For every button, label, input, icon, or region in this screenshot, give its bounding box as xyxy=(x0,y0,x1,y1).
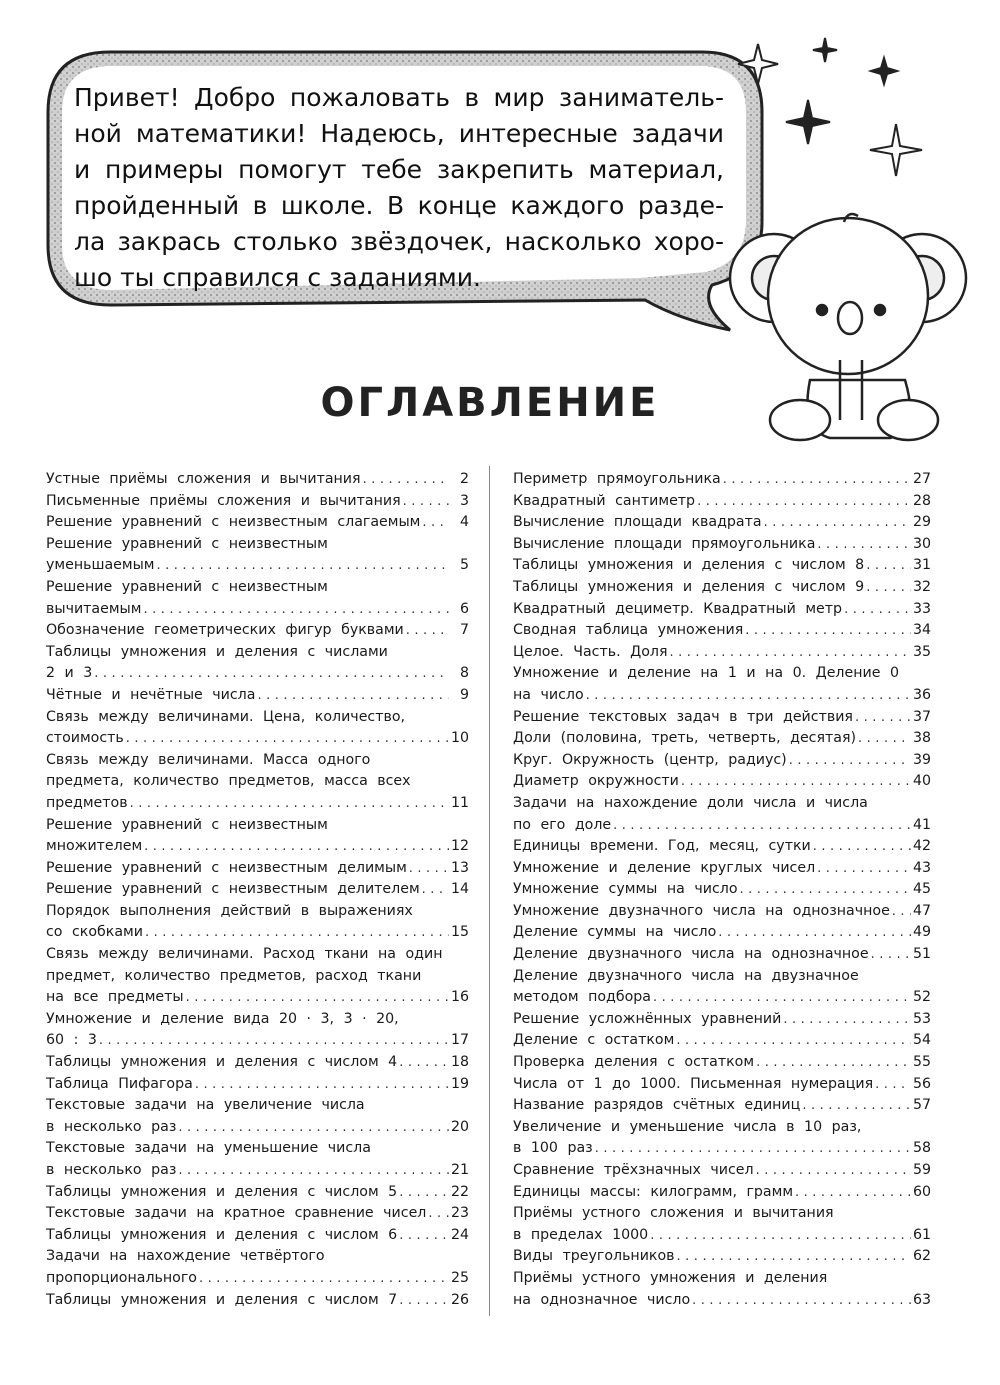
toc-entry-title: Текстовые задачи на кратное сравнение чисел xyxy=(46,1205,427,1222)
toc-dot-leader xyxy=(363,469,449,491)
toc-page-number: 55 xyxy=(912,1054,931,1071)
toc-entry xyxy=(513,685,931,707)
toc-entry xyxy=(513,944,931,966)
toc-page-number: 33 xyxy=(912,600,931,617)
toc-entry xyxy=(513,1182,931,1204)
toc-dot-leader xyxy=(844,599,911,621)
toc-dot-leader xyxy=(764,512,911,534)
toc-dot-leader xyxy=(145,922,449,944)
toc-dot-leader xyxy=(399,1182,449,1204)
toc-dot-leader xyxy=(595,1138,911,1160)
toc-entry xyxy=(513,728,931,750)
toc-dot-leader xyxy=(745,620,911,642)
toc-page-number: 13 xyxy=(450,859,469,876)
toc-page-number: 19 xyxy=(450,1075,469,1092)
toc-page-number: 18 xyxy=(450,1054,469,1071)
toc-dot-leader xyxy=(613,815,911,837)
toc-page-number: 54 xyxy=(912,1032,931,1049)
toc-entry-title: Таблицы умножения и деления с числами xyxy=(46,643,388,660)
toc-entry xyxy=(513,512,931,534)
toc-entry xyxy=(513,922,931,944)
page-title: ОГЛАВЛЕНИЕ xyxy=(320,380,660,426)
toc-entry-title: 60 : 3 xyxy=(46,1032,97,1049)
toc-entry xyxy=(46,966,469,988)
toc-dot-leader xyxy=(178,1160,449,1182)
toc-entry-title: Чётные и нечётные числа xyxy=(46,686,256,703)
toc-entry-title: Единицы времени. Год, месяц, сутки xyxy=(513,838,811,855)
toc-dot-leader xyxy=(143,599,449,621)
toc-entry xyxy=(513,1030,931,1052)
toc-dot-leader xyxy=(422,512,449,534)
toc-page-number: 27 xyxy=(912,471,931,487)
intro-line: шо ты справился с заданиями. xyxy=(74,263,481,292)
toc-entry-title: Решение уравнений с неизвестным делителем xyxy=(46,881,420,898)
intro-line: ной математики! Надеюсь, интересные задачи xyxy=(74,119,724,148)
toc-page-number: 3 xyxy=(459,492,469,509)
toc-page-number: 41 xyxy=(912,816,931,833)
toc-dot-leader xyxy=(406,620,449,642)
toc-entry-title: пропорционального xyxy=(46,1269,197,1286)
toc-entry xyxy=(46,879,469,901)
toc-entry-title: Таблицы умножения и деления с числом 8 xyxy=(513,557,865,574)
toc-entry xyxy=(46,1074,469,1096)
toc-entry-title: Название разрядов счётных единиц xyxy=(513,1097,801,1114)
toc-entry xyxy=(513,599,931,621)
toc-page-number: 40 xyxy=(912,773,931,790)
toc-page-number: 10 xyxy=(450,730,469,747)
toc-entry-title: предметов xyxy=(46,794,128,811)
toc-dot-leader xyxy=(130,793,449,815)
toc-page-number: 12 xyxy=(450,838,469,855)
toc-entry xyxy=(46,1160,469,1182)
toc-page-number: 16 xyxy=(450,989,469,1006)
toc-entry xyxy=(46,469,469,491)
column-divider xyxy=(489,466,490,1316)
toc-dot-leader xyxy=(866,577,911,599)
toc-entry xyxy=(46,1203,469,1225)
toc-entry xyxy=(513,1095,931,1117)
toc-dot-leader xyxy=(681,771,911,793)
toc-dot-leader xyxy=(875,1074,911,1096)
toc-entry-title: Круг. Окружность (центр, радиус) xyxy=(513,751,787,768)
toc-entry-title: Диаметр окружности xyxy=(513,773,679,790)
toc-entry-title: Таблицы умножения и деления с числом 6 xyxy=(46,1226,398,1243)
toc-entry-title: Деление с остатком xyxy=(513,1032,675,1049)
toc-dot-leader xyxy=(422,879,449,901)
toc-entry xyxy=(46,1290,469,1312)
toc-entry xyxy=(513,469,931,491)
toc-page-number: 17 xyxy=(450,1032,469,1049)
toc-dot-leader xyxy=(756,1160,911,1182)
toc-dot-leader xyxy=(817,534,911,556)
toc-page-number: 7 xyxy=(459,622,469,639)
toc-entry-title: Вычисление площади прямоугольника xyxy=(513,535,816,552)
toc-page-number: 9 xyxy=(459,686,469,703)
toc-dot-leader xyxy=(399,1225,449,1247)
toc-dot-leader xyxy=(195,1074,449,1096)
toc-entry xyxy=(513,858,931,880)
toc-dot-leader xyxy=(871,944,911,966)
toc-page-number: 59 xyxy=(912,1162,931,1178)
toc-entry xyxy=(513,491,931,513)
toc-entry xyxy=(513,836,931,858)
toc-entry-title: Решение усложнённых уравнений xyxy=(513,1010,782,1027)
toc-left-column xyxy=(46,469,469,1311)
toc-page-number: 23 xyxy=(450,1205,469,1222)
toc-dot-leader xyxy=(144,836,449,858)
toc-entry-title: со скобками xyxy=(46,924,143,941)
toc-dot-leader xyxy=(403,491,449,513)
toc-entry xyxy=(46,1095,469,1117)
toc-dot-leader xyxy=(399,1290,449,1312)
toc-entry-title: Виды треугольников xyxy=(513,1248,675,1265)
toc-entry-title: Связь между величинами. Расход ткани на один xyxy=(46,946,443,963)
toc-dot-leader xyxy=(892,901,911,923)
toc-entry xyxy=(46,1138,469,1160)
toc-entry xyxy=(46,1268,469,1290)
toc-page-number: 22 xyxy=(450,1183,469,1200)
toc-dot-leader xyxy=(99,1030,449,1052)
toc-entry xyxy=(513,793,931,815)
toc-dot-leader xyxy=(428,1203,449,1225)
toc-entry xyxy=(46,599,469,621)
toc-entry xyxy=(46,1225,469,1247)
toc-dot-leader xyxy=(126,728,449,750)
toc-entry-title: Обозначение геометрических фигур буквами xyxy=(46,622,404,639)
toc-entry-title: предмета, количество предметов, масса всех xyxy=(46,773,411,790)
toc-entry-title: Задачи на нахождение доли числа и числа xyxy=(513,794,868,811)
toc-entry-title: 2 и 3 xyxy=(46,665,93,682)
toc-page-number: 52 xyxy=(912,989,931,1006)
toc-page-number: 20 xyxy=(450,1118,469,1135)
toc-entry-title: Периметр прямоугольника xyxy=(513,471,721,487)
toc-page-number: 2 xyxy=(459,471,469,487)
toc-page-number: 14 xyxy=(450,881,469,898)
toc-entry xyxy=(46,685,469,707)
toc-entry-title: Устные приёмы сложения и вычитания xyxy=(46,471,361,487)
toc-entry-title: Целое. Часть. Доля xyxy=(513,643,668,660)
toc-page-number: 15 xyxy=(450,924,469,941)
toc-entry-title: Умножение двузначного числа на однозначное xyxy=(513,902,890,919)
toc-page-number: 21 xyxy=(450,1162,469,1178)
toc-entry xyxy=(46,555,469,577)
toc-entry xyxy=(513,1268,931,1290)
toc-entry-title: Деление суммы на число xyxy=(513,924,717,941)
toc-page-number: 49 xyxy=(912,924,931,941)
toc-entry xyxy=(46,836,469,858)
toc-entry-title: по его доле xyxy=(513,816,612,833)
toc-entry-title: Таблицы умножения и деления с числом 7 xyxy=(46,1291,398,1308)
toc-entry-title: Деление двузначного числа на однозначное xyxy=(513,946,869,963)
toc-page-number: 63 xyxy=(912,1291,931,1308)
toc-entry xyxy=(46,771,469,793)
intro-line: пройденный в школе. В конце каждого разде- xyxy=(74,191,724,220)
toc-dot-leader xyxy=(817,858,911,880)
toc-entry xyxy=(513,750,931,772)
toc-entry-title: Связь между величинами. Масса одного xyxy=(46,751,371,768)
toc-entry-title: Доли (половина, треть, четверть, десятая) xyxy=(513,730,857,747)
toc-page-number: 58 xyxy=(912,1140,931,1157)
toc-page-number: 32 xyxy=(912,578,931,595)
toc-entry xyxy=(46,620,469,642)
toc-dot-leader xyxy=(156,555,449,577)
toc-entry-title: Проверка деления с остатком xyxy=(513,1054,755,1071)
toc-entry-title: Квадратный сантиметр xyxy=(513,492,696,509)
toc-entry-title: уменьшаемым xyxy=(46,557,155,574)
toc-right-column xyxy=(513,469,931,1311)
toc-entry-title: на все предметы xyxy=(46,989,184,1006)
toc-page-number: 30 xyxy=(912,535,931,552)
toc-entry xyxy=(46,987,469,1009)
toc-entry xyxy=(513,1160,931,1182)
toc-page-number: 61 xyxy=(912,1226,931,1243)
toc-page-number: 29 xyxy=(912,514,931,531)
toc-dot-leader xyxy=(650,1225,911,1247)
toc-entry xyxy=(513,555,931,577)
toc-entry-title: Увеличение и уменьшение числа в 10 раз, xyxy=(513,1118,862,1135)
toc-dot-leader xyxy=(199,1268,449,1290)
toc-entry xyxy=(46,815,469,837)
toc-entry xyxy=(46,901,469,923)
toc-entry xyxy=(513,1009,931,1031)
toc-entry xyxy=(513,1203,931,1225)
toc-entry-title: Связь между величинами. Цена, количество, xyxy=(46,708,406,725)
toc-dot-leader xyxy=(795,1182,911,1204)
toc-entry xyxy=(46,793,469,815)
toc-page-number: 47 xyxy=(912,902,931,919)
toc-entry-title: множителем xyxy=(46,838,143,855)
toc-entry xyxy=(513,534,931,556)
toc-entry-title: Вычисление площади квадрата xyxy=(513,514,762,531)
toc-entry xyxy=(46,750,469,772)
toc-dot-leader xyxy=(676,1030,911,1052)
toc-entry-title: Решение уравнений с неизвестным xyxy=(46,535,328,552)
toc-entry-title: в 100 раз xyxy=(513,1140,593,1157)
toc-page-number: 6 xyxy=(459,600,469,617)
toc-entry xyxy=(513,663,931,685)
toc-entry xyxy=(46,512,469,534)
toc-page-number: 31 xyxy=(912,557,931,574)
toc-entry-title: вычитаемым xyxy=(46,600,142,617)
toc-entry xyxy=(513,901,931,923)
toc-entry xyxy=(46,577,469,599)
toc-entry xyxy=(513,577,931,599)
toc-entry xyxy=(513,1074,931,1096)
toc-page-number: 53 xyxy=(912,1010,931,1027)
toc-entry-title: Таблицы умножения и деления с числом 5 xyxy=(46,1183,398,1200)
toc-entry-title: Квадратный дециметр. Квадратный метр xyxy=(513,600,843,617)
toc-dot-leader xyxy=(178,1117,449,1139)
toc-entry-title: в несколько раз xyxy=(46,1118,177,1135)
toc-entry xyxy=(46,1052,469,1074)
toc-dot-leader xyxy=(399,1052,449,1074)
toc-entry xyxy=(46,1182,469,1204)
toc-page-number: 25 xyxy=(450,1269,469,1286)
toc-entry xyxy=(513,987,931,1009)
toc-dot-leader xyxy=(858,728,911,750)
toc-entry-title: Письменные приёмы сложения и вычитания xyxy=(46,492,401,509)
sparkle-star-icon xyxy=(738,38,922,176)
intro-line: ла закрась столько звёздочек, насколько хоро- xyxy=(74,227,724,256)
toc-page-number: 39 xyxy=(912,751,931,768)
toc-entry-title: Таблицы умножения и деления с числом 4 xyxy=(46,1054,398,1071)
toc-entry xyxy=(513,1225,931,1247)
toc-page-number: 57 xyxy=(912,1097,931,1114)
toc-entry-title: Сравнение трёхзначных чисел xyxy=(513,1162,754,1178)
intro-line: и примеры помогут тебе закрепить материал, xyxy=(74,155,724,184)
toc-entry-title: Умножение и деление на 1 и на 0. Деление 0 xyxy=(513,665,899,682)
toc-entry xyxy=(513,620,931,642)
toc-entry-title: Умножение и деление вида 20 · 3, 3 · 20, xyxy=(46,1010,399,1027)
toc-entry-title: Решение текстовых задач в три действия xyxy=(513,708,853,725)
toc-dot-leader xyxy=(692,1290,911,1312)
toc-entry xyxy=(513,1138,931,1160)
toc-page-number: 4 xyxy=(459,514,469,531)
toc-entry-title: Решение уравнений с неизвестным xyxy=(46,816,328,833)
toc-dot-leader xyxy=(653,987,911,1009)
toc-entry xyxy=(513,966,931,988)
toc-entry-title: на однозначное число xyxy=(513,1291,691,1308)
toc-page-number: 26 xyxy=(450,1291,469,1308)
toc-entry-title: Числа от 1 до 1000. Письменная нумерация xyxy=(513,1075,874,1092)
toc-dot-leader xyxy=(740,879,911,901)
toc-entry xyxy=(513,879,931,901)
toc-entry xyxy=(46,1246,469,1268)
toc-entry-title: Деление двузначного числа на двузначное xyxy=(513,967,859,984)
toc-dot-leader xyxy=(813,836,911,858)
toc-entry-title: Приёмы устного сложения и вычитания xyxy=(513,1205,834,1222)
toc-dot-leader xyxy=(866,555,911,577)
toc-entry xyxy=(513,1052,931,1074)
toc-dot-leader xyxy=(409,858,449,880)
toc-entry xyxy=(46,534,469,556)
toc-entry-title: Решение уравнений с неизвестным слагаемым xyxy=(46,514,421,531)
toc-entry-title: Умножение суммы на число xyxy=(513,881,738,898)
toc-entry xyxy=(46,944,469,966)
toc-page-number: 11 xyxy=(450,794,469,811)
toc-entry xyxy=(46,1009,469,1031)
toc-page-number: 28 xyxy=(912,492,931,509)
toc-entry xyxy=(513,815,931,837)
toc-dot-leader xyxy=(789,750,911,772)
toc-entry xyxy=(46,1117,469,1139)
toc-entry xyxy=(46,642,469,664)
toc-page-number: 35 xyxy=(912,643,931,660)
toc-dot-leader xyxy=(669,642,910,664)
toc-entry-title: Текстовые задачи на увеличение числа xyxy=(46,1097,365,1114)
toc-entry-title: Решение уравнений с неизвестным делимым xyxy=(46,859,407,876)
toc-entry-title: Порядок выполнения действий в выражениях xyxy=(46,902,413,919)
intro-line: Привет! Добро пожаловать в мир заниматель- xyxy=(74,83,724,112)
toc-page-number: 45 xyxy=(912,881,931,898)
toc-page-number: 24 xyxy=(450,1226,469,1243)
toc-page-number: 38 xyxy=(912,730,931,747)
toc-entry xyxy=(513,642,931,664)
toc-dot-leader xyxy=(723,469,911,491)
toc-entry-title: методом подбора xyxy=(513,989,651,1006)
toc-page-number: 5 xyxy=(459,557,469,574)
toc-entry-title: Задачи на нахождение четвёртого xyxy=(46,1248,325,1265)
toc-entry xyxy=(46,1030,469,1052)
toc-dot-leader xyxy=(718,922,911,944)
toc-entry xyxy=(513,771,931,793)
toc-entry xyxy=(46,707,469,729)
toc-entry xyxy=(513,707,931,729)
toc-page-number: 36 xyxy=(912,686,931,703)
toc-entry xyxy=(46,728,469,750)
toc-entry-title: Текстовые задачи на уменьшение числа xyxy=(46,1140,371,1157)
toc-page-number: 62 xyxy=(912,1248,931,1265)
toc-dot-leader xyxy=(802,1095,911,1117)
toc-entry-title: в пределах 1000 xyxy=(513,1226,649,1243)
toc-page-number: 37 xyxy=(912,708,931,725)
toc-entry-title: Умножение и деление круглых чисел xyxy=(513,859,816,876)
toc-entry-title: Сводная таблица умножения xyxy=(513,622,744,639)
toc-page-number: 60 xyxy=(912,1183,931,1200)
toc-entry-title: Таблица Пифагора xyxy=(46,1075,193,1092)
toc-dot-leader xyxy=(586,685,911,707)
toc-page-number: 43 xyxy=(912,859,931,876)
toc-dot-leader xyxy=(855,707,911,729)
toc-entry-title: стоимость xyxy=(46,730,124,747)
toc-entry-title: Приёмы устного умножения и деления xyxy=(513,1269,828,1286)
toc-dot-leader xyxy=(697,491,911,513)
toc-dot-leader xyxy=(756,1052,911,1074)
toc-page-number: 8 xyxy=(459,665,469,682)
toc-entry xyxy=(46,858,469,880)
toc-entry xyxy=(513,1117,931,1139)
toc-entry xyxy=(46,922,469,944)
toc-entry xyxy=(513,1290,931,1312)
toc-entry xyxy=(46,663,469,685)
toc-entry-title: в несколько раз xyxy=(46,1162,177,1178)
toc-entry-title: Таблицы умножения и деления с числом 9 xyxy=(513,578,865,595)
toc-dot-leader xyxy=(783,1009,911,1031)
toc-entry-title: Единицы массы: килограмм, грамм xyxy=(513,1183,794,1200)
toc-page-number: 34 xyxy=(912,622,931,639)
toc-dot-leader xyxy=(94,663,449,685)
toc-dot-leader xyxy=(186,987,449,1009)
toc-dot-leader xyxy=(677,1246,911,1268)
toc-entry-title: на число xyxy=(513,686,584,703)
toc-entry-title: Решение уравнений с неизвестным xyxy=(46,578,328,595)
toc-page-number: 51 xyxy=(912,946,931,963)
toc-page-number: 56 xyxy=(912,1075,931,1092)
toc-dot-leader xyxy=(257,685,449,707)
toc-entry xyxy=(46,491,469,513)
toc-entry xyxy=(513,1246,931,1268)
toc-entry-title: предмет, количество предметов, расход ткани xyxy=(46,967,422,984)
toc-page-number: 42 xyxy=(912,838,931,855)
